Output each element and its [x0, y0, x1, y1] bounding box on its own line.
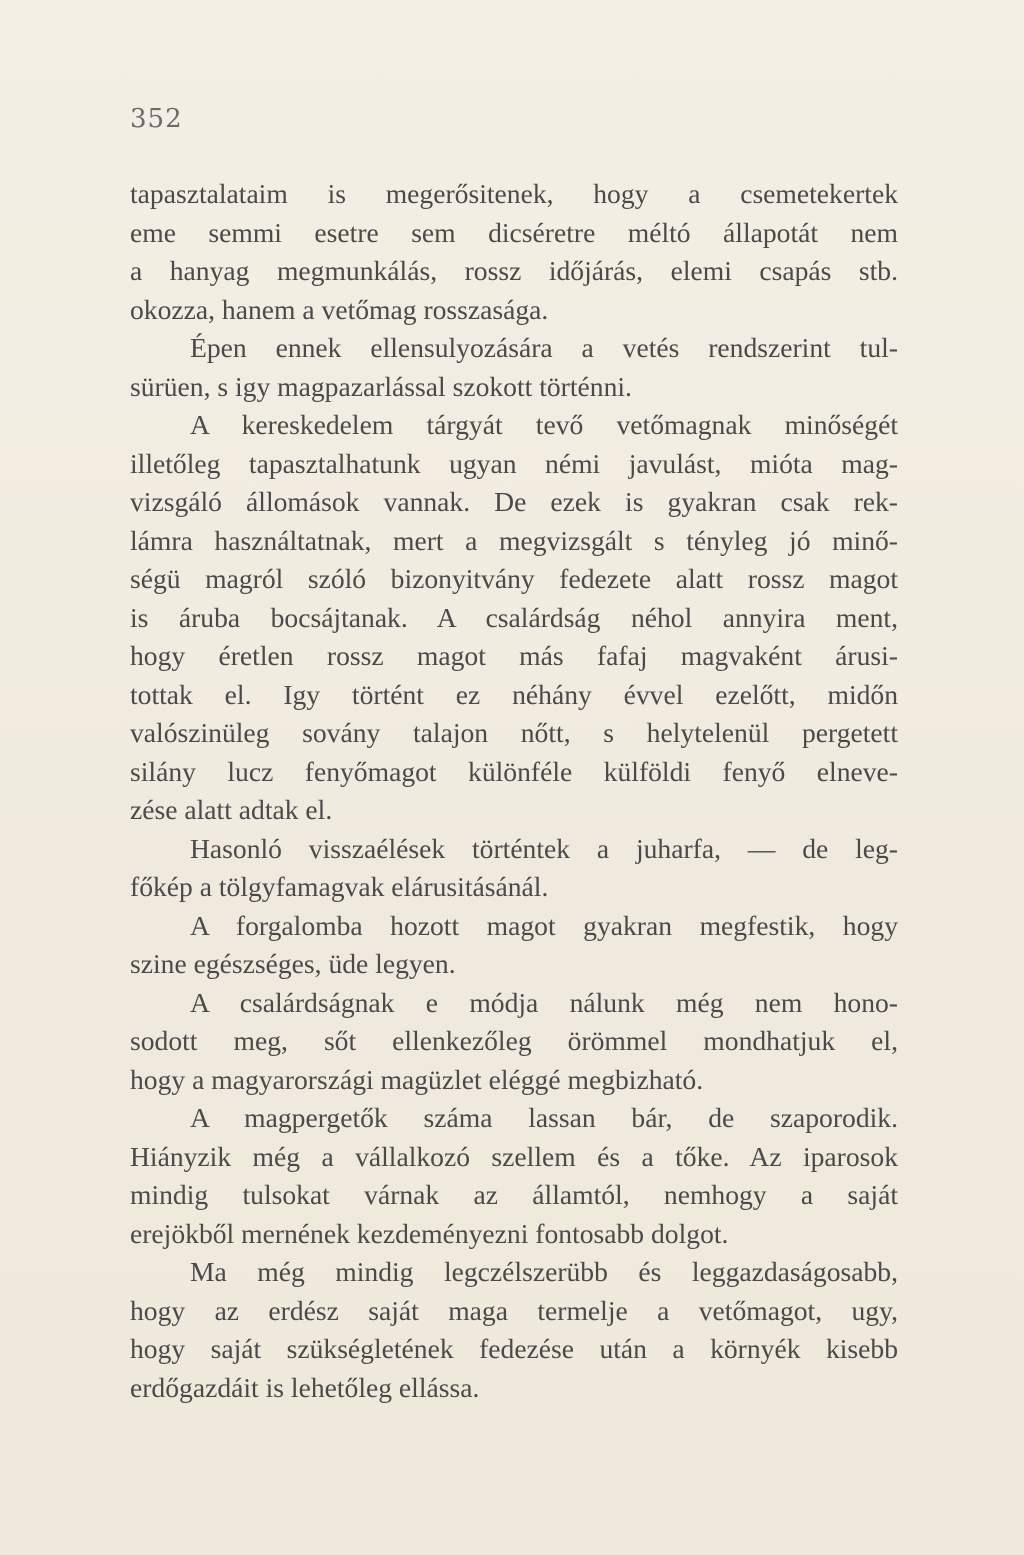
text-line: hogy saját szükségletének fedezése után a környék kisebb [130, 1333, 898, 1364]
text-line: is áruba bocsájtanak. A csalárdság néhol annyira ment, [130, 601, 898, 633]
text-line: A csalárdságnak e módja nálunk még nem hono- [190, 986, 898, 1018]
text-line: sürüen, s igy magpazarlással szokott történni. [130, 370, 632, 402]
text-line: hogy éretlen rossz magot más fafaj magvaként árusi- [130, 640, 898, 671]
text-line: zése alatt adtak el. [130, 794, 333, 825]
text-line: tottak el. Igy történt ez néhány évvel ezelőtt, midőn [130, 678, 898, 710]
text-line: Épen ennek ellensulyozására a vetés rendszerint tul- [190, 332, 898, 363]
text-line: vizsgáló állomások vannak. De ezek is gyakran csak rek- [130, 486, 898, 517]
text-line: okozza, hanem a vetőmag rosszasága. [130, 293, 549, 325]
text-line: ségü magról szóló bizonyitvány fedezete alatt rossz magot [130, 563, 898, 594]
text-line: illetőleg tapasztalhatunk ugyan némi javulást, mióta mag- [130, 447, 898, 479]
text-line: hogy a magyarországi magüzlet eléggé megbizható. [130, 1063, 704, 1095]
text-line: szine egészséges, üde legyen. [130, 948, 456, 979]
text-line: mindig tulsokat várnak az államtól, nemhogy a saját [130, 1179, 898, 1210]
text-line: hogy az erdész saját maga termelje a vetőmagot, ugy, [130, 1294, 898, 1326]
text-line: a hanyag megmunkálás, rossz időjárás, elemi csapás stb. [130, 255, 898, 286]
text-line: A kereskedelem tárgyát tevő vetőmagnak minőségét [190, 409, 898, 440]
text-line: lámra használtatnak, mert a megvizsgált s tényleg jó minő- [130, 524, 898, 556]
text-line: Hiányzik még a vállalkozó szellem és a tőke. Az iparosok [130, 1140, 898, 1172]
text-line: A magpergetők száma lassan bár, de szaporodik. [190, 1102, 898, 1133]
text-line: A forgalomba hozott magot gyakran megfestik, hogy [190, 909, 898, 941]
text-line: főkép a tölgyfamagvak elárusitásánál. [130, 871, 549, 902]
text-line: Hasonló visszaélések történtek a juharfa, — de leg- [190, 832, 898, 864]
text-line: sodott meg, sőt ellenkezőleg örömmel mondhatjuk el, [130, 1025, 898, 1056]
text-line: silány lucz fenyőmagot különféle külföldi fenyő elneve- [130, 755, 898, 787]
page-number: 352 [130, 104, 183, 134]
text-line: eme semmi esetre sem dicséretre méltó állapotát nem [130, 216, 898, 248]
text-line: erejökből mernének kezdeményezni fontosabb dolgot. [130, 1217, 729, 1249]
body-text [130, 175, 898, 1407]
text-line: valószinüleg sovány talajon nőtt, s helytelenül pergetett [130, 717, 898, 748]
text-line: tapasztalataim is megerősitenek, hogy a csemetekertek [130, 178, 898, 209]
text-line: erdőgazdáit is lehetőleg ellássa. [130, 1371, 480, 1403]
text-line: Ma még mindig legczélszerübb és leggazdaságosabb, [190, 1256, 898, 1287]
